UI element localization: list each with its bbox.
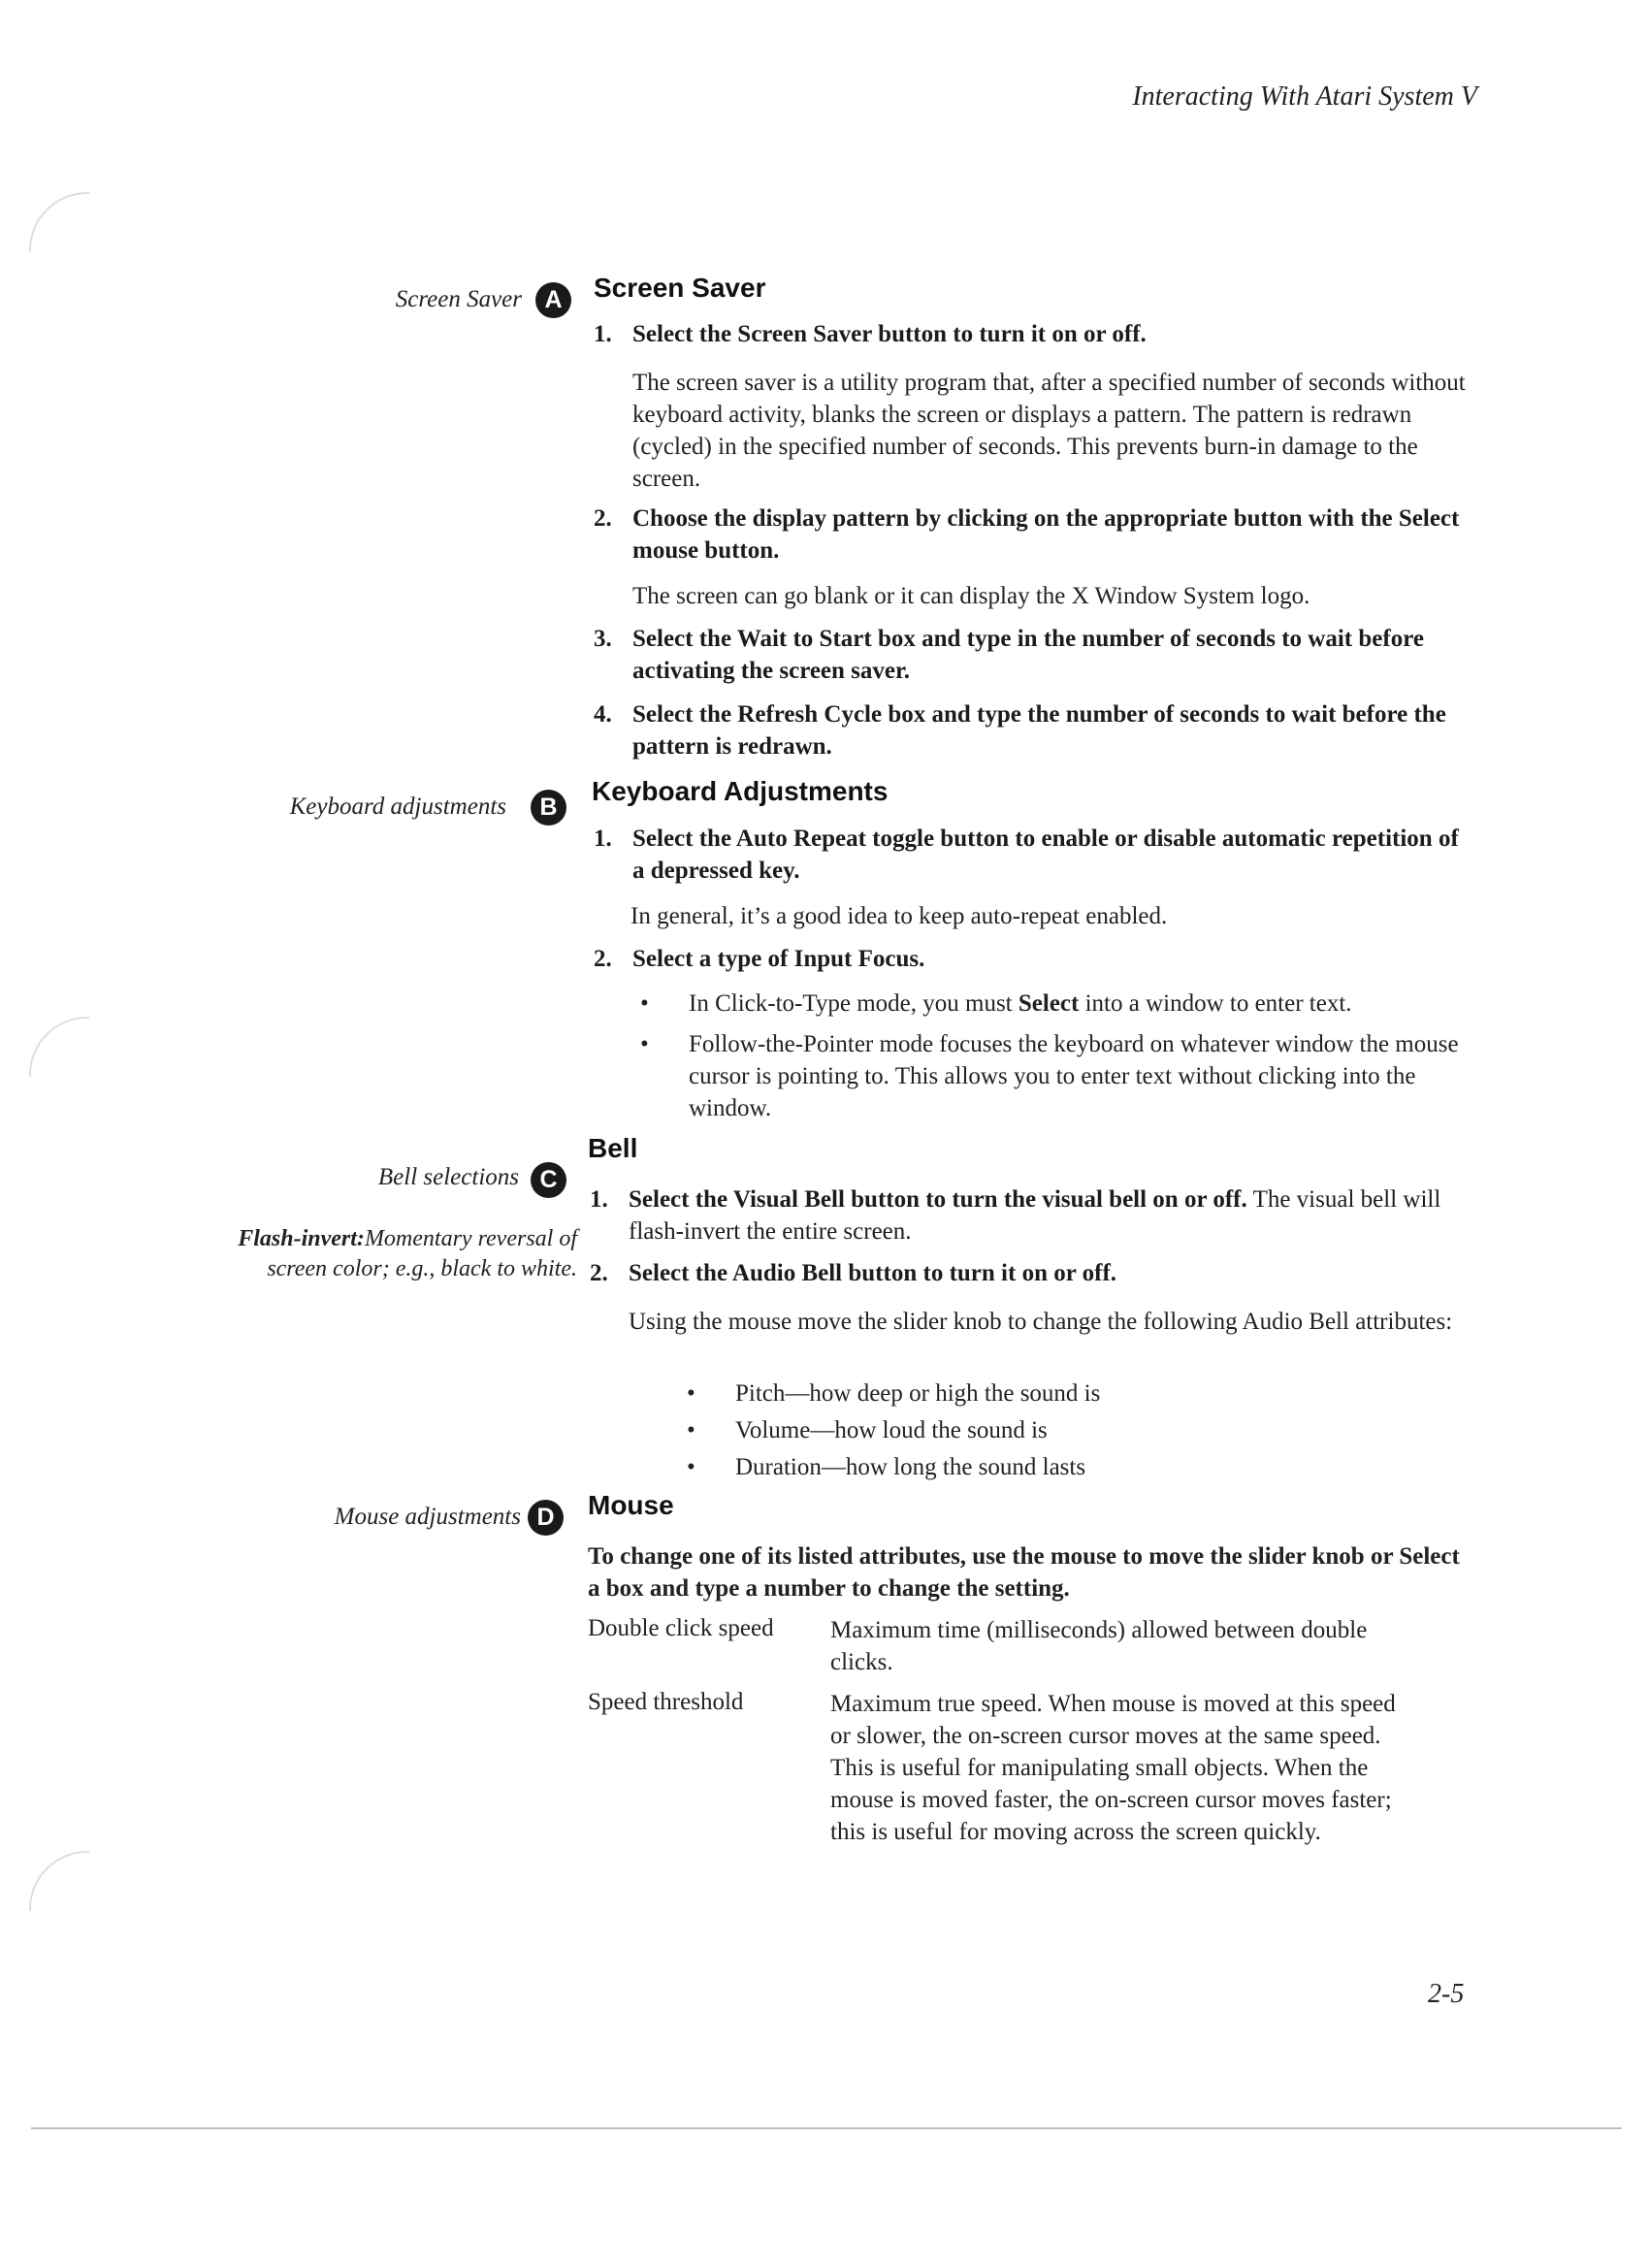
- step-number: 1.: [594, 826, 612, 852]
- step-keyboard-1: [594, 823, 1476, 887]
- binder-hole-icon: [29, 1017, 89, 1077]
- step-number: 2.: [590, 1260, 608, 1286]
- flash-invert-definition: Momentary reversal of: [364, 1226, 577, 1251]
- step-screen-saver-3: [594, 623, 1476, 687]
- step-text: Choose the display pattern by clicking on the appropriate button with the Select mouse button.: [632, 505, 1460, 564]
- margin-note-flash-invert: [238, 1224, 577, 1284]
- badge-b-icon: B: [531, 790, 566, 826]
- bullet-text: Duration—how long the sound lasts: [735, 1454, 1086, 1480]
- badge-a-icon: A: [535, 282, 571, 318]
- step-bell-1: [590, 1183, 1482, 1247]
- bottom-rule: [31, 2127, 1622, 2129]
- bullet-text: Volume—how loud the sound is: [735, 1417, 1048, 1443]
- flash-invert-term: Flash-invert:: [238, 1226, 365, 1251]
- margin-label-bell: Bell selections: [377, 1164, 519, 1190]
- step-text: Select the Screen Saver button to turn it on or off.: [632, 321, 1147, 347]
- paragraph: The screen saver is a utility program that, after a specified number of seconds without keyboard activity, blanks the screen or displays a pattern. The pattern is redrawn (cycled) in the specified number of seconds. This prevents burn-in damage to the screen.: [632, 370, 1466, 492]
- running-head: Interacting With Atari System V: [1132, 81, 1477, 112]
- heading-keyboard: Keyboard Adjustments: [592, 776, 889, 806]
- margin-label-keyboard: Keyboard adjustments: [289, 794, 506, 820]
- definition-term: Speed threshold: [588, 1689, 744, 1715]
- badge-c-icon: C: [531, 1162, 566, 1198]
- step-number: 2.: [594, 505, 612, 532]
- bullet-icon: •: [687, 1454, 695, 1480]
- heading-bell: Bell: [588, 1133, 638, 1163]
- step-screen-saver-4: [594, 698, 1476, 762]
- flash-invert-definition: screen color; e.g., black to white.: [267, 1256, 577, 1281]
- paragraph: In general, it’s a good idea to keep auto-repeat enabled.: [630, 903, 1168, 929]
- step-text: Select a type of Input Focus.: [632, 946, 925, 972]
- step-text: Select the Visual Bell button to turn the visual bell on or off.: [629, 1186, 1247, 1213]
- binder-hole-icon: [29, 1851, 89, 1911]
- paragraph: The screen can go blank or it can display the X Window System logo.: [632, 583, 1310, 609]
- step-text: Select the Wait to Start box and type in the number of seconds to wait before activating the screen saver.: [632, 626, 1424, 684]
- bullet-icon: •: [687, 1380, 695, 1407]
- heading-mouse: Mouse: [588, 1490, 674, 1520]
- bullet-follow-the-pointer: [640, 1028, 1474, 1124]
- step-bell-2: [590, 1257, 1482, 1289]
- heading-screen-saver: Screen Saver: [594, 273, 766, 303]
- step-number: 1.: [590, 1186, 608, 1213]
- definition-description: Maximum true speed. When mouse is moved at this speed or slower, the on-screen cursor moves at the same speed. This is useful for manipulating small objects. When the mouse is moved faster, the on-screen cursor moves faster; this is useful for moving across the screen quickly.: [830, 1691, 1396, 1845]
- step-number: 1.: [594, 321, 612, 347]
- step-text: Select the Audio Bell button to turn it on or off.: [629, 1260, 1117, 1286]
- bullet-icon: •: [640, 1031, 649, 1057]
- step-number: 3.: [594, 626, 612, 652]
- bullet-icon: •: [687, 1417, 695, 1443]
- bullet-volume: [687, 1414, 1463, 1446]
- bullet-duration: [687, 1451, 1463, 1483]
- bullet-text: into a window to enter text.: [1079, 990, 1352, 1017]
- page-number: 2-5: [1428, 1979, 1465, 2009]
- bullet-click-to-type: [640, 988, 1474, 1020]
- mouse-intro: To change one of its listed attributes, use the mouse to move the slider knob or Select a box and type a number to change the setting.: [588, 1543, 1460, 1602]
- bullet-icon: •: [640, 990, 649, 1017]
- paragraph: Using the mouse move the slider knob to change the following Audio Bell attributes:: [629, 1309, 1453, 1335]
- step-screen-saver-1: [594, 318, 1476, 350]
- binder-hole-icon: [29, 192, 89, 252]
- step-number: 4.: [594, 701, 612, 728]
- definition-term: Double click speed: [588, 1615, 774, 1641]
- step-text: Select the Auto Repeat toggle button to enable or disable automatic repetition of a depressed key.: [632, 826, 1459, 884]
- bullet-text: In Click-to-Type mode, you must: [689, 990, 1018, 1017]
- bullet-text: Pitch—how deep or high the sound is: [735, 1380, 1101, 1407]
- bullet-text: Follow-the-Pointer mode focuses the keyboard on whatever window the mouse cursor is pointing to. This allows you to enter text without clicking into the window.: [689, 1031, 1459, 1121]
- step-text: Select the Refresh Cycle box and type the number of seconds to wait before the pattern is redrawn.: [632, 701, 1446, 760]
- step-number: 2.: [594, 946, 612, 972]
- bullet-bold-text: Select: [1018, 990, 1080, 1017]
- margin-label-screen-saver: Screen Saver: [395, 286, 522, 312]
- step-text-plain: The visual bell will flash-invert the entire screen.: [629, 1186, 1441, 1245]
- step-keyboard-2: [594, 943, 1476, 975]
- bullet-pitch: [687, 1377, 1463, 1409]
- margin-label-mouse: Mouse adjustments: [334, 1504, 521, 1530]
- badge-d-icon: D: [528, 1500, 564, 1536]
- step-screen-saver-2: [594, 502, 1476, 567]
- definition-description: Maximum time (milliseconds) allowed between double clicks.: [830, 1617, 1368, 1675]
